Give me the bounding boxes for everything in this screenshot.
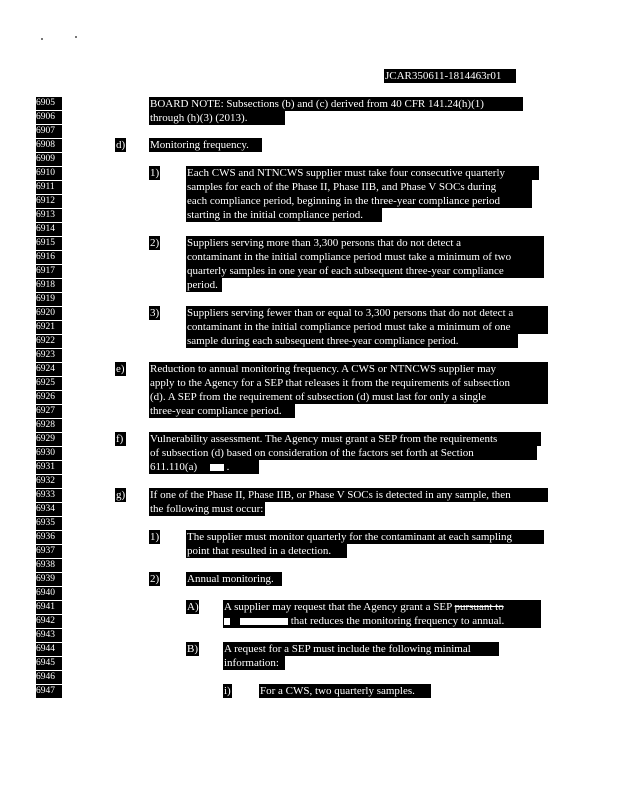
subsection-d1-line: each compliance period, beginning in the three-year compliance period xyxy=(186,194,532,208)
line-number: 6930 xyxy=(36,447,62,460)
subsection-d-marker: d) xyxy=(116,139,126,151)
line-number: 6905 xyxy=(36,97,62,110)
line-number: 6916 xyxy=(36,251,62,264)
line-number: 6914 xyxy=(36,223,62,236)
subsection-e-line: Reduction to annual monitoring frequency. A CWS or NTNCWS supplier may xyxy=(149,362,548,376)
subsection-g2A-marker: A) xyxy=(187,601,199,613)
subsection-d2-line: period. xyxy=(186,278,222,292)
line-number: 6925 xyxy=(36,377,62,390)
line-number: 6929 xyxy=(36,433,62,446)
scan-speck xyxy=(75,36,77,38)
subsection-d2-marker: 2) xyxy=(150,237,160,249)
line-number: 6909 xyxy=(36,153,62,166)
line-number: 6921 xyxy=(36,321,62,334)
struck-text: pursuant to xyxy=(454,601,504,613)
line-number: 6908 xyxy=(36,139,62,152)
subsection-f-line: of subsection (d) based on consideration of the factors set forth at Section xyxy=(149,446,537,460)
line-number: 6938 xyxy=(36,559,62,572)
subsection-g-line: If one of the Phase II, Phase IIB, or Phase V SOCs is detected in any sample, then xyxy=(149,488,548,502)
subsection-d3-line: contaminant in the initial compliance period must take a minimum of one xyxy=(186,320,548,334)
line-number: 6911 xyxy=(36,181,62,194)
subsection-g1-line: point that resulted in a detection. xyxy=(186,544,347,558)
subsection-d2-line: contaminant in the initial compliance period must take a minimum of two xyxy=(186,250,544,264)
line-number: 6927 xyxy=(36,405,62,418)
line-number: 6937 xyxy=(36,545,62,558)
redaction-mark xyxy=(240,618,288,625)
line-number: 6933 xyxy=(36,489,62,502)
subsection-e-line: (d). A SEP from the requirement of subsection (d) must last for only a single xyxy=(149,390,548,404)
redaction-mark xyxy=(210,464,224,471)
line-number: 6922 xyxy=(36,335,62,348)
subsection-d1-line: starting in the initial compliance period. xyxy=(186,208,382,222)
subsection-g-marker: g) xyxy=(116,489,126,501)
line-number: 6920 xyxy=(36,307,62,320)
subsection-f-line: Vulnerability assessment. The Agency must grant a SEP from the requirements xyxy=(149,432,541,446)
line-number: 6945 xyxy=(36,657,62,670)
subsection-g1-line: The supplier must monitor quarterly for the contaminant at each sampling xyxy=(186,530,544,544)
subsection-e-line: three-year compliance period. xyxy=(149,404,295,418)
subsection-g2-heading: Annual monitoring. xyxy=(186,572,282,586)
subsection-d3-line: Suppliers serving fewer than or equal to 3,300 persons that do not detect a xyxy=(186,306,548,320)
subsection-g2B-line: information: xyxy=(223,656,285,670)
board-note-line-1: BOARD NOTE: Subsections (b) and (c) derived from 40 CFR 141.24(h)(1) xyxy=(149,97,523,111)
line-number: 6935 xyxy=(36,517,62,530)
section-reference-link[interactable]: 611.110(a) xyxy=(150,461,198,473)
subsection-g2-marker: 2) xyxy=(150,573,160,585)
line-number: 6934 xyxy=(36,503,62,516)
subsection-d1-line: Each CWS and NTNCWS supplier must take four consecutive quarterly xyxy=(186,166,539,180)
subsection-g-line: the following must occur: xyxy=(150,503,264,515)
document-id: JCAR350611-1814463r01 xyxy=(384,69,516,83)
subsection-g2B-marker: B) xyxy=(187,643,198,655)
subsection-g2Bi-text: For a CWS, two quarterly samples. xyxy=(259,684,431,698)
subsection-d1-marker: 1) xyxy=(150,167,160,179)
line-number: 6944 xyxy=(36,643,62,656)
line-number: 6918 xyxy=(36,279,62,292)
line-number: 6923 xyxy=(36,349,62,362)
subsection-g2A-text: A supplier may request that the Agency grant a SEP xyxy=(224,601,455,613)
board-note-line-2: through (h)(3) (2013). xyxy=(149,111,285,125)
subsection-g2A-line-2 xyxy=(223,614,541,628)
line-number: 6928 xyxy=(36,419,62,432)
line-number: 6939 xyxy=(36,573,62,586)
subsection-d2-line: Suppliers serving more than 3,300 persons that do not detect a xyxy=(186,236,544,250)
redaction-mark xyxy=(224,618,230,625)
line-number: 6907 xyxy=(36,125,62,138)
line-number: 6942 xyxy=(36,615,62,628)
line-number: 6943 xyxy=(36,629,62,642)
line-number: 6924 xyxy=(36,363,62,376)
line-number: 6946 xyxy=(36,671,62,684)
subsection-f-marker: f) xyxy=(115,432,126,446)
line-number: 6947 xyxy=(36,685,62,698)
subsection-d3-marker: 3) xyxy=(150,307,160,319)
line-number: 6940 xyxy=(36,587,62,600)
line-number: 6913 xyxy=(36,209,62,222)
subsection-d3-line: sample during each subsequent three-year compliance period. xyxy=(186,334,518,348)
subsection-g1-marker: 1) xyxy=(150,531,160,543)
line-number: 6932 xyxy=(36,475,62,488)
line-number: 6906 xyxy=(36,111,62,124)
line-number: 6917 xyxy=(36,265,62,278)
subsection-g2A-tail: that reduces the monitoring frequency to annual. xyxy=(288,615,505,627)
line-number: 6941 xyxy=(36,601,62,614)
section-reference-tail: . xyxy=(226,461,230,473)
subsection-d2-line: quarterly samples in one year of each subsequent three-year compliance xyxy=(186,264,544,278)
subsection-g2Bi-marker: i) xyxy=(224,685,231,697)
subsection-d-heading: Monitoring frequency. xyxy=(149,138,262,152)
subsection-f-last-line xyxy=(149,460,259,474)
line-number: 6931 xyxy=(36,461,62,474)
subsection-e-marker: e) xyxy=(116,363,125,375)
scan-speck xyxy=(41,38,43,40)
subsection-e-line: apply to the Agency for a SEP that releases it from the requirements of subsection xyxy=(149,376,548,390)
line-number: 6926 xyxy=(36,391,62,404)
line-number: 6915 xyxy=(36,237,62,250)
subsection-g2B-line: A request for a SEP must include the following minimal xyxy=(223,642,499,656)
subsection-d1-line: samples for each of the Phase II, Phase IIB, and Phase V SOCs during xyxy=(186,180,532,194)
subsection-g2A-line-1 xyxy=(223,600,541,614)
line-number: 6936 xyxy=(36,531,62,544)
line-number: 6910 xyxy=(36,167,62,180)
line-number: 6919 xyxy=(36,293,62,306)
line-number: 6912 xyxy=(36,195,62,208)
